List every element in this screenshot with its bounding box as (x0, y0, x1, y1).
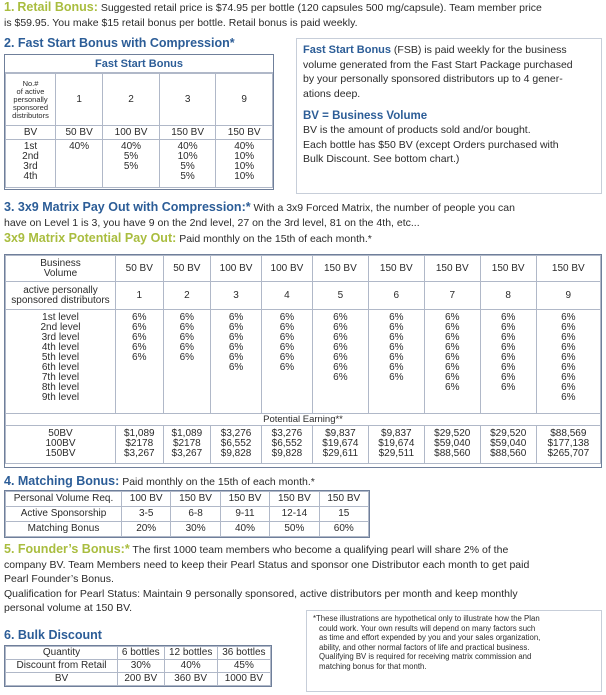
fsb-bv: 150 BV (159, 126, 216, 140)
matrix-intro (4, 200, 604, 247)
matrix-bv-header: Business Volume (6, 256, 116, 282)
matrix-earnings (116, 426, 164, 464)
fsb-info-abbr: (FSB) (391, 44, 422, 56)
earning-value: $3,267 (123, 448, 155, 459)
earning-value: $29,520 (490, 428, 527, 439)
earning-value: $59,040 (490, 438, 527, 449)
matrix-active: 1 (116, 282, 164, 310)
fsb-info-box (296, 38, 602, 194)
level-pct: 6% (561, 322, 576, 333)
level-pct: 6% (333, 312, 348, 323)
level-pct: 6% (279, 342, 295, 353)
founder-line: Pearl Founder’s Bonus. (4, 573, 114, 585)
fsb-pct-9: 40% 10% 10% 10% (216, 140, 273, 188)
potential-earning-label: Potential Earning** (6, 414, 601, 426)
level-pct: 6% (333, 342, 348, 353)
fast-start-table (4, 54, 274, 190)
matching-cell: 9-11 (220, 507, 269, 522)
fast-start-heading: 2. Fast Start Bonus with Compression* (4, 36, 235, 50)
bulk-row-label: BV (6, 673, 118, 686)
level-pct: 6% (179, 342, 195, 353)
earning-value: $265,707 (547, 448, 590, 459)
level-pct: 6% (389, 312, 404, 323)
level-pct: 6% (228, 362, 244, 373)
level-pct: 6% (389, 322, 404, 333)
matrix-level-pcts (368, 310, 424, 414)
matrix-heading: 3. 3x9 Matrix Pay Out with Compression:* (4, 200, 251, 214)
bulk-table (4, 645, 272, 687)
founder-line: company BV. Team Members need to keep their Pearl Status and sponsor one Distributor each month to get paid (4, 558, 530, 571)
earning-value: $9,828 (220, 448, 252, 459)
matrix-bv: 150 BV (312, 256, 368, 282)
matching-cell: 3-5 (122, 507, 171, 522)
matrix-active: 4 (262, 282, 313, 310)
earning-value: $29,511 (378, 448, 415, 459)
matrix-earnings (368, 426, 424, 464)
earning-value: $3,267 (171, 448, 203, 459)
level-pct: 6% (445, 312, 460, 323)
founder-section (4, 542, 604, 616)
fsb-info-title: Fast Start Bonus (303, 44, 392, 56)
matching-text: Paid monthly on the 15th of each month.* (119, 476, 315, 488)
matching-row-label: Matching Bonus (6, 522, 122, 537)
founder-heading: 5. Founder’s Bonus:* (4, 542, 130, 556)
matrix-active: 8 (480, 282, 536, 310)
retail-text-2: is $59.95. You make $15 retail bonus per bottle. Retail bonus is paid weekly. (4, 16, 358, 29)
matrix-earnings (536, 426, 600, 464)
level-pct: 6% (500, 312, 516, 323)
bulk-cell: 1000 BV (217, 673, 270, 686)
matching-row-label: Personal Volume Req. (6, 492, 122, 507)
disclaimer-line: could work. Your own results will depend on many factors such (319, 623, 536, 633)
matching-cell: 12-14 (270, 507, 319, 522)
earning-row-labels: 50BV 100BV 150BV (6, 426, 116, 464)
bulk-cell: 30% (118, 660, 165, 673)
level-pct: 6% (500, 362, 516, 373)
matrix-active: 3 (211, 282, 262, 310)
level-pct: 6% (279, 362, 295, 373)
earning-value: $3,276 (220, 428, 252, 439)
disclaimer-line: *These illustrations are hypothetical only to illustrate how the Plan (313, 614, 540, 623)
level-pct: 6% (389, 362, 404, 373)
matrix-level-pcts (424, 310, 480, 414)
earning-value: $19,674 (322, 438, 359, 449)
level-pct: 6% (389, 332, 404, 343)
matrix-level-pcts (262, 310, 313, 414)
matrix-potential-title: 3x9 Matrix Potential Pay Out: (4, 231, 177, 245)
matrix-earnings (211, 426, 262, 464)
matrix-earnings (163, 426, 211, 464)
level-pct: 6% (132, 342, 147, 353)
fsb-pct-3: 40% 10% 5% 5% (159, 140, 216, 188)
level-pct: 6% (500, 332, 516, 343)
level-pct: 6% (333, 332, 348, 343)
matching-table (4, 490, 370, 538)
earning-value: $6,552 (220, 438, 252, 449)
level-pct: 6% (179, 312, 195, 323)
matrix-bv: 150 BV (480, 256, 536, 282)
earning-value: $1,089 (123, 428, 155, 439)
level-pct: 6% (500, 322, 516, 333)
fsb-col-2: 2 (103, 74, 160, 126)
level-pct: 6% (500, 372, 516, 383)
earning-value: $9,828 (271, 448, 303, 459)
earning-value: $88,560 (434, 448, 471, 459)
matrix-active: 9 (536, 282, 600, 310)
matching-cell: 20% (122, 522, 171, 537)
matrix-bv: 150 BV (536, 256, 600, 282)
disclaimer-box (306, 610, 602, 692)
level-pct: 6% (561, 312, 576, 323)
level-pct: 6% (389, 352, 404, 363)
fsb-info-line: is paid weekly for the business (421, 44, 567, 56)
matrix-bv: 50 BV (116, 256, 164, 282)
founder-line: The first 1000 team members who become a qualifying pearl will share 2% of the (129, 544, 509, 556)
level-pct: 6% (445, 332, 460, 343)
level-pct: 6% (279, 322, 295, 333)
level-pct: 6% (445, 372, 460, 383)
earning-value: $3,276 (271, 428, 303, 439)
matching-cell: 30% (171, 522, 220, 537)
bulk-cell: 6 bottles (118, 647, 165, 660)
matrix-bv: 150 BV (368, 256, 424, 282)
fsb-bv: 50 BV (56, 126, 103, 140)
level-pct: 6% (333, 372, 348, 383)
earning-value: $177,138 (547, 438, 590, 449)
level-pct: 6% (561, 382, 576, 393)
matrix-levels: 1st level 2nd level 3rd level 4th level 5th level 6th level 7th level 8th level 9th level (6, 310, 116, 414)
level-pct: 6% (500, 342, 516, 353)
level-pct: 6% (561, 342, 576, 353)
matrix-active: 5 (312, 282, 368, 310)
level-pct: 6% (179, 352, 195, 363)
matching-cell: 150 BV (270, 492, 319, 507)
level-pct: 6% (389, 342, 404, 353)
bulk-cell: 36 bottles (217, 647, 270, 660)
matching-cell: 150 BV (319, 492, 368, 507)
bulk-cell: 360 BV (164, 673, 217, 686)
level-pct: 6% (445, 342, 460, 353)
matrix-active: 6 (368, 282, 424, 310)
bulk-cell: 40% (164, 660, 217, 673)
matching-cell: 40% (220, 522, 269, 537)
fsb-bv: 150 BV (216, 126, 273, 140)
earning-value: $29,611 (322, 448, 359, 459)
matrix-earnings (312, 426, 368, 464)
matrix-earnings (262, 426, 313, 464)
matrix-active-header: active personally sponsored distributors (6, 282, 116, 310)
level-pct: 6% (333, 362, 348, 373)
level-pct: 6% (132, 332, 147, 343)
level-pct: 6% (228, 312, 244, 323)
bulk-row-label: Quantity (6, 647, 118, 660)
earning-value: $1,089 (171, 428, 203, 439)
fast-start-table-title: Fast Start Bonus (5, 55, 273, 73)
earning-value: $6,552 (271, 438, 303, 449)
bv-definition-line: Each bottle has $50 BV (except Orders purchased with (303, 138, 559, 151)
level-pct: 6% (132, 322, 147, 333)
level-pct: 6% (132, 312, 147, 323)
matching-cell: 60% (319, 522, 368, 537)
matrix-text-1: With a 3x9 Forced Matrix, the number of people you can (250, 202, 515, 214)
level-pct: 6% (561, 372, 576, 383)
earning-value: $19,674 (378, 438, 415, 449)
bulk-cell: 200 BV (118, 673, 165, 686)
level-pct: 6% (561, 362, 576, 373)
level-pct: 6% (228, 352, 244, 363)
level-pct: 6% (445, 362, 460, 373)
matrix-potential-text: Paid monthly on the 15th of each month.* (176, 233, 372, 245)
matrix-level-pcts (312, 310, 368, 414)
matching-cell: 15 (319, 507, 368, 522)
fsb-info-line: ations deep. (303, 87, 361, 100)
matrix-active: 7 (424, 282, 480, 310)
earning-value: $88,569 (550, 428, 587, 439)
earning-value: $2178 (172, 438, 201, 449)
matching-cell: 50% (270, 522, 319, 537)
matching-heading-line (4, 474, 315, 490)
level-pct: 6% (333, 322, 348, 333)
matrix-text-2: have on Level 1 is 3, you have 9 on the 2nd level, 27 on the 3rd level, 81 on the 4th, etc... (4, 216, 420, 229)
bulk-heading: 6. Bulk Discount (4, 628, 102, 642)
disclaimer-line: as time and effort expended by you and your sales organization, (319, 633, 541, 643)
matrix-bv: 150 BV (424, 256, 480, 282)
matrix-bv: 100 BV (262, 256, 313, 282)
level-pct: 6% (179, 332, 195, 343)
bulk-cell: 12 bottles (164, 647, 217, 660)
level-pct: 6% (228, 332, 244, 343)
matching-cell: 150 BV (171, 492, 220, 507)
bulk-row-label: Discount from Retail (6, 660, 118, 673)
level-pct: 6% (228, 322, 244, 333)
matrix-earnings (480, 426, 536, 464)
matrix-active: 2 (163, 282, 211, 310)
bv-definition-line: Bulk Discount. See bottom chart.) (303, 153, 460, 165)
level-pct: 6% (333, 352, 348, 363)
fsb-pct-1: 40% (56, 140, 103, 188)
matrix-table (4, 254, 602, 468)
earning-value: $88,560 (490, 448, 527, 459)
matrix-level-pcts (536, 310, 600, 414)
earning-value: $29,520 (434, 428, 471, 439)
disclaimer-line: matching bonus for that month. (319, 661, 427, 671)
earning-value: $59,040 (434, 438, 471, 449)
matrix-level-pcts (116, 310, 164, 414)
fsb-col-9: 9 (216, 74, 273, 126)
retail-text-1: Suggested retail price is $74.95 per bottle (120 capsules 500 mg/capsule). Team member price (100, 2, 542, 14)
level-pct: 6% (179, 322, 195, 333)
level-pct: 6% (228, 342, 244, 353)
retail-title: Retail Bonus: (17, 0, 98, 14)
level-pct: 6% (445, 382, 460, 393)
fsb-col-1: 1 (56, 74, 103, 126)
level-pct: 6% (561, 392, 576, 403)
level-pct: 6% (500, 352, 516, 363)
level-pct: 6% (445, 352, 460, 363)
matrix-earnings (424, 426, 480, 464)
matrix-level-pcts (163, 310, 211, 414)
level-pct: 6% (389, 372, 404, 383)
level-pct: 6% (500, 382, 516, 393)
bv-definition-line: BV is the amount of products sold and/or bought. (303, 124, 531, 136)
bv-definition-title: BV = Business Volume (303, 110, 428, 122)
bulk-cell: 45% (217, 660, 270, 673)
level-pct: 6% (561, 352, 576, 363)
founder-line: Qualification for Pearl Status: Maintain 9 personally sponsored, active distributors per month and keep monthly (4, 587, 518, 600)
fsb-info-line: by your personally sponsored distributors up to 4 gener- (303, 73, 563, 85)
fsb-row-header: No.# of active personally sponsored distributors (6, 74, 56, 126)
earning-value: $2178 (125, 438, 154, 449)
level-pct: 6% (279, 352, 295, 363)
matrix-bv: 100 BV (211, 256, 262, 282)
level-pct: 6% (132, 352, 147, 363)
fsb-bv: 100 BV (103, 126, 160, 140)
fsb-info-line: volume generated from the Fast Start Package purchased (303, 58, 573, 71)
matrix-level-pcts (211, 310, 262, 414)
level-pct: 6% (279, 332, 295, 343)
matching-cell: 150 BV (220, 492, 269, 507)
disclaimer-line: Qualifying BV is required for receiving matrix commission and (319, 652, 532, 662)
fsb-bv-label: BV (6, 126, 56, 140)
retail-section (4, 0, 604, 30)
level-pct: 6% (445, 322, 460, 333)
fsb-pct-2: 40% 5% 5% (103, 140, 160, 188)
disclaimer-line: ability, and other normal factors of life and practical business. (319, 642, 530, 652)
level-pct: 6% (561, 332, 576, 343)
fsb-col-3: 3 (159, 74, 216, 126)
matching-row-label: Active Sponsorship (6, 507, 122, 522)
earning-value: $9,837 (325, 428, 356, 439)
matching-cell: 100 BV (122, 492, 171, 507)
earning-value: $9,837 (381, 428, 412, 439)
retail-number: 1. (4, 0, 15, 14)
matching-heading: 4. Matching Bonus: (4, 474, 120, 488)
matrix-level-pcts (480, 310, 536, 414)
level-pct: 6% (279, 312, 295, 323)
fsb-levels: 1st 2nd 3rd 4th (6, 140, 56, 188)
matrix-bv: 50 BV (163, 256, 211, 282)
founder-line: personal volume at 150 BV. (4, 602, 133, 614)
matching-cell: 6-8 (171, 507, 220, 522)
